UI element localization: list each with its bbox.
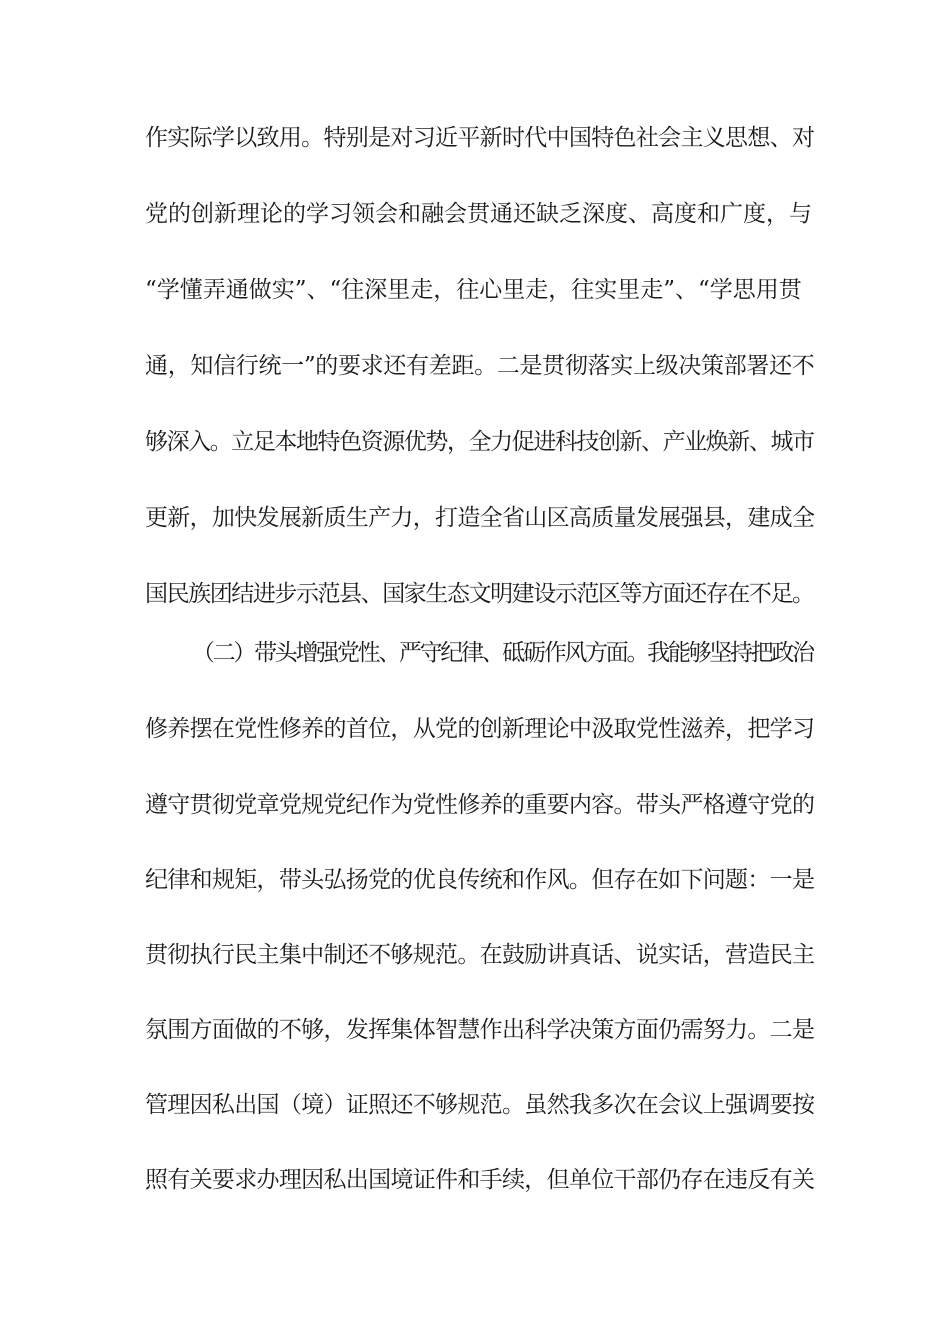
text-line: 党的创新理论的学习领会和融会贯通还缺乏深度、高度和广度，与 [145, 201, 812, 227]
text-line: 管理因私出国（境）证照还不够规范。虽然我多次在会议上强调要按 [145, 1092, 815, 1118]
text-line: 贯彻执行民主集中制还不够规范。在鼓励讲真话、说实话，营造民主 [145, 942, 815, 968]
text-line: 纪律和规矩，带头弘扬党的优良传统和作风。但存在如下问题：一是 [145, 867, 815, 893]
text-line: 修养摆在党性修养的首位，从党的创新理论中汲取党性滋养，把学习 [145, 716, 815, 742]
text-line: 够深入。立足本地特色资源优势，全力促进科技创新、产业焕新、城市 [145, 429, 814, 455]
text-line: 照有关要求办理因私出国境证件和手续，但单位干部仍存在违反有关 [145, 1167, 815, 1193]
text-line: 遵守贯彻党章党规党纪作为党性修养的重要内容。带头严格遵守党的 [145, 792, 815, 818]
text-line: “学懂弄通做实”、“往深里走，往心里走，往实里走”、“学思用贯 [145, 277, 802, 303]
text-line: 作实际学以致用。特别是对习近平新时代中国特色社会主义思想、对 [145, 125, 815, 151]
section-heading-line: （二）带头增强党性、严守纪律、砥砺作风方面。我能够坚持把政治 [192, 640, 813, 666]
text-line: 更新，加快发展新质生产力，打造全省山区高质量发展强县，建成全 [145, 505, 815, 531]
text-line: 国民族团结进步示范县、国家生态文明建设示范区等方面还存在不足。 [145, 581, 814, 607]
text-line: 通，知信行统一”的要求还有差距。二是贯彻落实上级决策部署还不 [145, 353, 815, 379]
text-line: 氛围方面做的不够，发挥集体智慧作出科学决策方面仍需努力。二是 [145, 1017, 815, 1043]
